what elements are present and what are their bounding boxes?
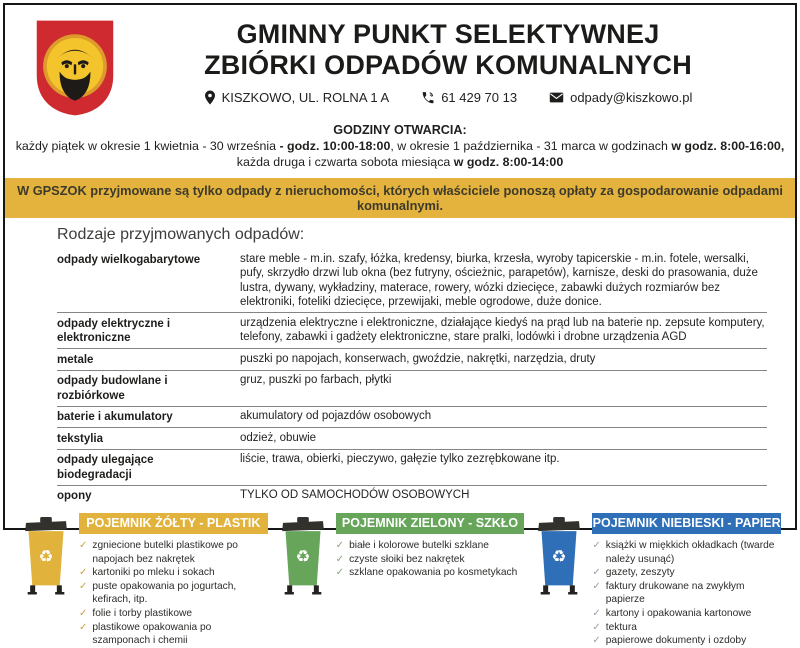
hours-bold: w godz. 8:00-14:00 xyxy=(453,155,564,169)
bin-list xyxy=(592,539,781,648)
table-row xyxy=(57,312,767,348)
row-label: odpady elektryczne i elektroniczne xyxy=(57,317,171,344)
row-label: odpady ulegające biodegradacji xyxy=(57,454,154,481)
list-item xyxy=(336,566,525,580)
bin-content xyxy=(79,513,268,648)
item-text: puste opakowania po jogurtach, kefirach, itp. xyxy=(92,580,237,606)
header xyxy=(5,5,795,119)
hours-bold: w godz. 8:00-16:00, xyxy=(671,139,785,153)
table-row xyxy=(57,449,767,485)
item-text: czyste słoiki bez nakrętek xyxy=(349,553,465,565)
bins-row xyxy=(21,513,781,648)
title-line-2: ZBIÓRKI ODPADÓW KOMUNALNYCH xyxy=(204,50,692,80)
row-description: puszki po napojach, konserwach, gwoździe, nakrętki, narzędzia, druty xyxy=(240,352,596,365)
hours-text: każdy piątek w okresie 1 kwietnia - 30 września xyxy=(15,139,280,153)
item-text: papierowe dokumenty i ozdoby xyxy=(605,635,747,647)
bin-title-plastic: POJEMNIK ŻÓŁTY - PLASTIK xyxy=(79,513,268,534)
item-text: folie i torby plastikowe xyxy=(92,607,193,619)
phone-icon xyxy=(421,91,435,105)
checkmark-icon: ✓ xyxy=(592,567,601,579)
yellow-trash-bin-icon xyxy=(21,513,71,601)
recycle-icon: ♻ xyxy=(551,547,567,566)
green-trash-bin-icon xyxy=(278,513,328,601)
header-main xyxy=(121,17,775,105)
page-title xyxy=(121,19,775,81)
location-pin-icon xyxy=(204,90,216,105)
checkmark-icon: ✓ xyxy=(592,621,601,633)
checkmark-icon: ✓ xyxy=(79,567,88,579)
checkmark-icon: ✓ xyxy=(79,607,88,619)
bin-content xyxy=(592,513,781,648)
checkmark-icon: ✓ xyxy=(79,540,88,551)
row-description: akumulatory od pojazdów osobowych xyxy=(240,410,432,422)
address-item xyxy=(204,90,390,105)
checkmark-icon: ✓ xyxy=(79,621,88,633)
blue-trash-bin-icon xyxy=(534,513,584,601)
bin-title-paper: POJEMNIK NIEBIESKI - PAPIER xyxy=(592,513,781,534)
email-item xyxy=(549,90,692,105)
row-description: TYLKO OD SAMOCHODÓW OSOBOWYCH xyxy=(240,489,470,501)
opening-hours-line-1 xyxy=(5,138,795,154)
waste-table xyxy=(57,226,767,506)
row-description: liście, trawa, obierki, pieczywo, gałęzie tylko zezrębkowane itp. xyxy=(240,453,560,465)
table-row xyxy=(57,427,767,449)
item-text: zgniecione butelki plastikowe po napojach bez nakrętek xyxy=(92,540,238,565)
checkmark-icon: ✓ xyxy=(592,580,601,592)
list-item xyxy=(79,621,268,648)
item-text: tektura xyxy=(605,621,637,633)
row-label: odpady budowlane i rozbiórkowe xyxy=(57,375,168,402)
recycle-icon: ♻ xyxy=(38,547,54,566)
row-label: odpady wielkogabarytowe xyxy=(57,253,201,266)
bin-section-plastic xyxy=(21,513,268,648)
bin-content xyxy=(336,513,525,580)
checkmark-icon: ✓ xyxy=(592,607,601,619)
table-row xyxy=(57,370,767,406)
bin-title-glass: POJEMNIK ZIELONY - SZKŁO xyxy=(336,513,525,534)
checkmark-icon: ✓ xyxy=(79,580,88,592)
item-text: gazety, zeszyty xyxy=(605,567,675,579)
list-item xyxy=(79,607,268,621)
title-line-1: GMINNY PUNKT SELEKTYWNEJ xyxy=(236,19,660,49)
row-description: urządzenia elektryczne i elektroniczne, działające kiedyś na prąd lub na baterie np. zepsute komputery, telefony, zabawki i gadżety elektroniczne, stare pralki, lodówki i drobne urządzenia AGD xyxy=(240,316,765,343)
gpszok-banner: W GPSZOK przyjmowane są tylko odpady z nieruchomości, których właściciele ponoszą opłaty za gospodarowanie odpadami komunalnymi. xyxy=(5,178,795,218)
item-text: kartoniki po mleku i sokach xyxy=(92,567,215,579)
row-label: metale xyxy=(57,353,94,366)
row-label: tekstylia xyxy=(57,432,104,445)
list-item xyxy=(336,539,525,553)
recycle-icon: ♻ xyxy=(295,547,311,566)
opening-hours xyxy=(5,122,795,170)
contact-row xyxy=(121,90,775,105)
list-item xyxy=(592,621,781,635)
list-item xyxy=(79,539,268,566)
table-row xyxy=(57,348,767,370)
list-item xyxy=(592,580,781,607)
item-text: książki w miękkich okładkach (twarde należy usunąć) xyxy=(605,540,775,565)
checkmark-icon: ✓ xyxy=(335,567,345,579)
kiszkowo-coat-of-arms xyxy=(29,17,121,119)
list-item xyxy=(592,566,781,580)
checkmark-icon: ✓ xyxy=(592,540,601,551)
row-label: baterie i akumulatory xyxy=(57,411,173,423)
waste-table-heading: Rodzaje przyjmowanych odpadów: xyxy=(57,226,305,243)
item-text: białe i kolorowe butelki szklane xyxy=(349,540,489,551)
checkmark-icon: ✓ xyxy=(592,635,601,647)
checkmark-icon: ✓ xyxy=(335,553,345,565)
row-description: gruz, puszki po farbach, płytki xyxy=(240,374,392,386)
hours-bold: - godz. 10:00-18:00 xyxy=(279,139,391,153)
table-row xyxy=(57,406,767,428)
bin-section-paper xyxy=(534,513,781,648)
table-row xyxy=(57,249,767,312)
opening-hours-line-2 xyxy=(5,154,795,170)
email-text: odpady@kiszkowo.pl xyxy=(570,90,693,105)
list-item xyxy=(592,539,781,566)
poster-frame xyxy=(3,3,797,647)
item-text: kartony i opakowania kartonowe xyxy=(605,607,752,619)
phone-item xyxy=(421,90,517,105)
hours-text: , w okresie 1 października - 31 marca w godzinach xyxy=(390,139,672,153)
hours-text: każda druga i czwarta sobota miesiąca xyxy=(236,155,454,169)
table-row xyxy=(57,485,767,507)
bin-list xyxy=(79,539,268,648)
row-label: opony xyxy=(57,490,92,502)
envelope-icon xyxy=(549,92,564,103)
list-item xyxy=(592,634,781,648)
item-text: szklane opakowania po kosmetykach xyxy=(349,567,518,579)
list-item xyxy=(336,553,525,567)
list-item xyxy=(79,580,268,607)
address-text: KISZKOWO, UL. ROLNA 1 A xyxy=(221,90,390,105)
row-description: odzież, obuwie xyxy=(240,431,317,444)
row-description: stare meble - m.in. szafy, łóżka, kredensy, biurka, krzesła, wyroby tapicerskie - m.in. fotele, wersalki, pufy, skrzydło drzwi lub okna (bez futryny, ościeżnic, parapetów), karnisze, deski do prasowania, duże lustra, dywany, wykładziny, materace, rowery, wózki dziecięce, zabawki dużych rozmiarów bez elektroniki, foteliki dziecięce, przewijaki, meble ogrodowe, duże donice. xyxy=(240,252,758,308)
opening-hours-heading: GODZINY OTWARCIA: xyxy=(333,123,467,137)
list-item xyxy=(79,566,268,580)
list-item xyxy=(592,607,781,621)
item-text: faktury drukowane na zwykłym papierze xyxy=(605,580,745,606)
bin-list xyxy=(336,539,525,580)
phone-text: 61 429 70 13 xyxy=(441,90,518,105)
bin-section-glass xyxy=(278,513,525,648)
checkmark-icon: ✓ xyxy=(335,540,345,551)
item-text: plastikowe opakowania po szamponach i chemii xyxy=(92,621,212,647)
